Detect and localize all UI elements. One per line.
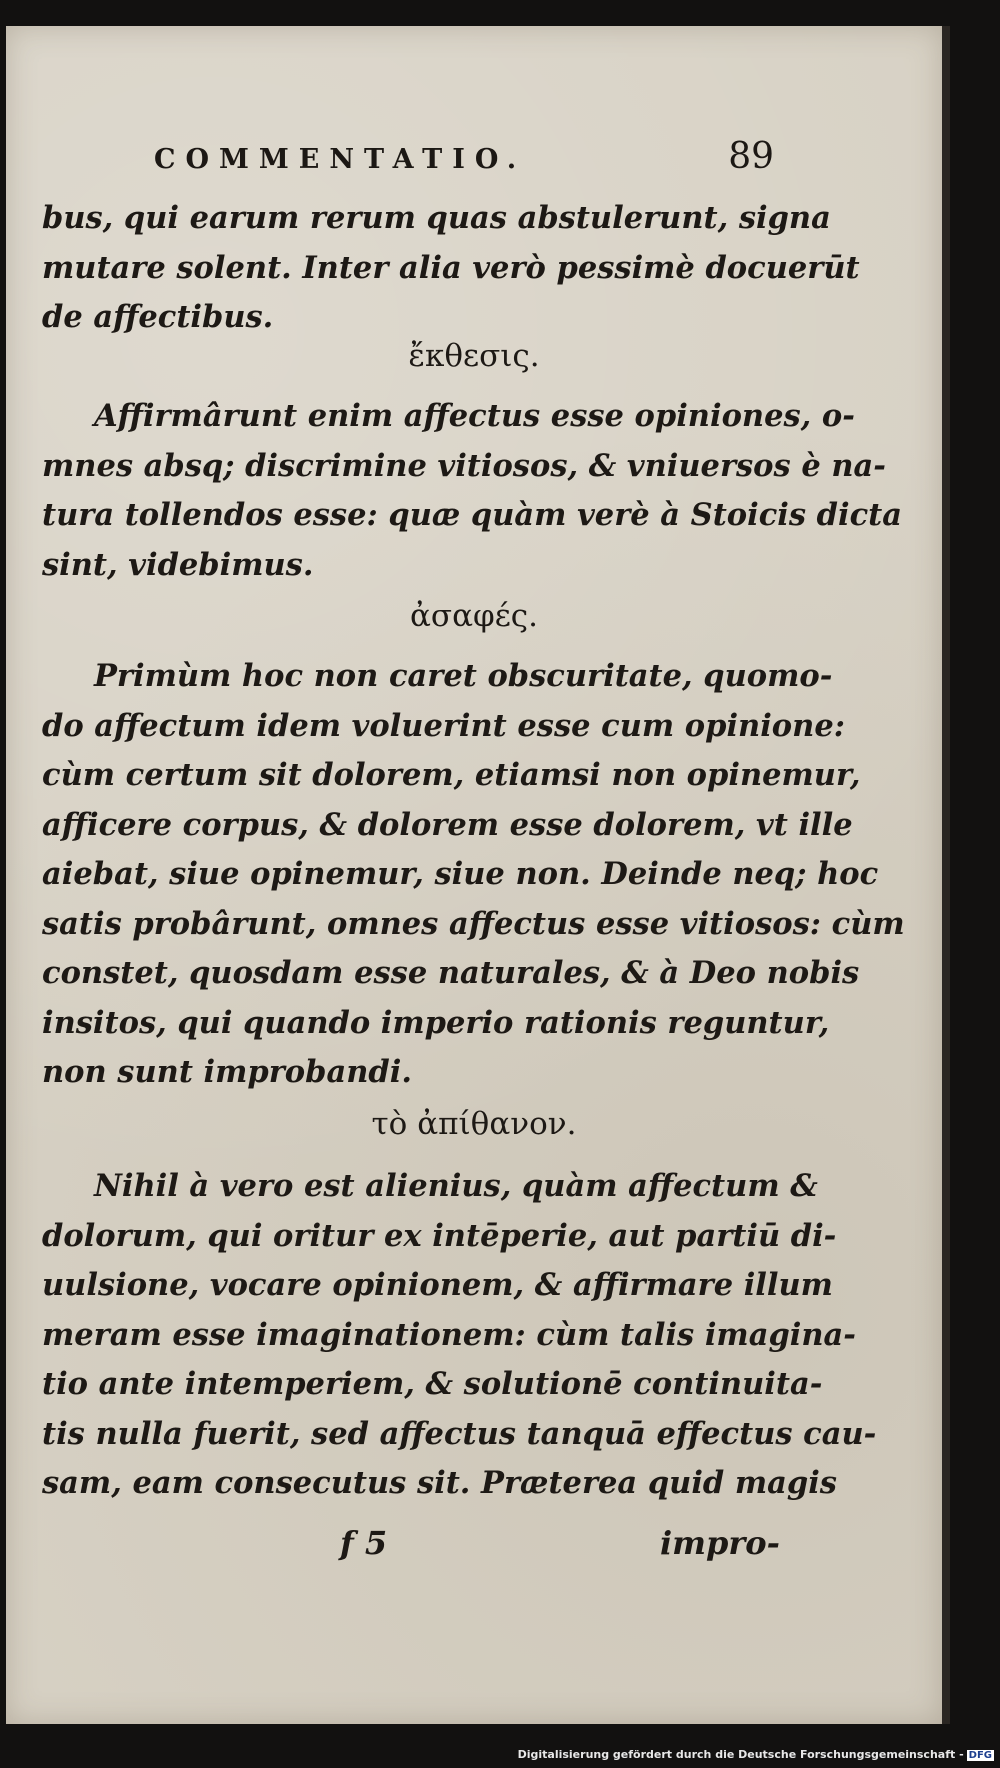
- text-line: mnes absq; discrimine vitiosos, & vniuersos è na-: [42, 447, 886, 484]
- section-heading-ekthesis: ἔκθεσις.: [408, 338, 540, 374]
- page-edge-shadow: [942, 26, 950, 1724]
- text-line: insitos, qui quando imperio rationis reguntur,: [42, 1004, 830, 1041]
- opening-paragraph: [42, 194, 860, 343]
- paragraph-apithanon: [42, 1162, 877, 1509]
- credit-text: Digitalisierung gefördert durch die Deutsche Forschungsgemeinschaft -: [517, 1748, 964, 1761]
- text-line: sam, eam consecutus sit. Præterea quid magis: [42, 1465, 837, 1501]
- page-footer: [6, 1524, 942, 1574]
- digitization-credit: [518, 1748, 994, 1761]
- paragraph-asaphes: [42, 652, 905, 1098]
- paragraph-ekthesis: [42, 392, 903, 590]
- text-line: satis probârunt, omnes affectus esse vitiosos: cùm: [42, 905, 905, 942]
- text-line: afficere corpus, & dolorem esse dolorem, vt ille: [42, 806, 853, 843]
- text-line: uulsione, vocare opinionem, & affirmare illum: [42, 1267, 833, 1303]
- text-line: Primùm hoc non caret obscuritate, quomo-: [94, 658, 833, 694]
- text-line: mutare solent. Inter alia verò pessimè docuerūt: [42, 249, 860, 286]
- section-heading-apithanon: τὸ ἀπίθανον.: [371, 1106, 577, 1142]
- text-line: tio ante intemperiem, & solutionē continuita-: [42, 1366, 823, 1402]
- text-line: de affectibus.: [42, 299, 274, 335]
- page-header: [154, 136, 774, 194]
- text-line: aiebat, siue opinemur, siue non. Deinde neq; hoc: [42, 856, 879, 892]
- text-line: do affectum idem voluerint esse cum opinione:: [42, 707, 845, 744]
- text-line: dolorum, qui oritur ex intēperie, aut partiū di-: [42, 1217, 837, 1254]
- catchword: impro-: [660, 1524, 780, 1562]
- section-heading-asaphes: ἀσαφές.: [409, 598, 538, 634]
- text-line: tura tollendos esse: quæ quàm verè à Stoicis dicta: [42, 497, 903, 533]
- text-line: cùm certum sit dolorem, etiamsi non opinemur,: [42, 757, 861, 793]
- text-line: tis nulla fuerit, sed affectus tanquā effectus cau-: [42, 1415, 877, 1452]
- text-line: Affirmârunt enim affectus esse opiniones, o-: [94, 398, 855, 434]
- text-line: constet, quosdam esse naturales, & à Deo nobis: [42, 955, 860, 991]
- text-line: meram esse imaginationem: cùm talis imagina-: [42, 1316, 856, 1353]
- text-line: non sunt improbandi.: [42, 1054, 412, 1090]
- text-line: bus, qui earum rerum quas abstulerunt, signa: [42, 200, 831, 236]
- signature-mark: f 5: [340, 1524, 388, 1562]
- text-line: sint, videbimus.: [42, 546, 314, 583]
- running-title: COMMENTATIO.: [154, 144, 527, 175]
- page-number: 89: [728, 136, 774, 177]
- dfg-logo: DFG: [968, 1750, 992, 1761]
- book-page: [6, 26, 942, 1724]
- text-line: Nihil à vero est alienius, quàm affectum &: [94, 1168, 818, 1204]
